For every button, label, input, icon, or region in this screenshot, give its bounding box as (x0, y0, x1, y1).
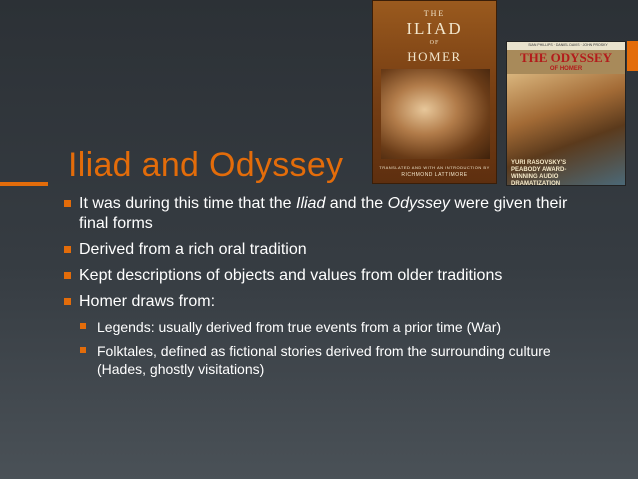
iliad-cover-translator: RICHMOND LATTIMORE (401, 172, 468, 178)
square-bullet-icon (64, 200, 71, 207)
bullet-item (64, 240, 584, 260)
sub-bullet-item (80, 342, 584, 378)
bullet-item (64, 266, 584, 286)
odyssey-cover-subtitle: OF HOMER (549, 66, 583, 72)
bullet-text: Homer draws from: (79, 293, 216, 310)
iliad-book-cover (372, 0, 497, 184)
iliad-cover-homer: HOMER (407, 49, 462, 64)
bullet-text: Derived from a rich oral tradition (79, 241, 307, 258)
square-bullet-icon (64, 246, 71, 253)
iliad-cover-title: ILIAD (406, 19, 463, 38)
sub-bullet-item (80, 318, 584, 336)
bullet-list (64, 194, 584, 384)
bullet-text-italic: Odyssey (387, 195, 450, 212)
sub-bullet-text: Legends: usually derived from true events from a prior time (War) (97, 319, 502, 335)
bullet-item (64, 194, 584, 234)
square-bullet-icon (80, 323, 86, 329)
square-bullet-icon (80, 347, 86, 353)
iliad-cover-artwork (381, 69, 490, 159)
title-accent-bar (0, 182, 48, 186)
odyssey-book-cover (506, 41, 626, 186)
bullet-text: Kept descriptions of objects and values from older traditions (79, 267, 503, 284)
bullet-text-italic: Iliad (296, 195, 326, 212)
bullet-item (64, 292, 584, 312)
sub-bullet-text: Folktales, defined as fictional stories derived from the surrounding culture (Hades, ghostly visitations) (97, 343, 551, 377)
iliad-cover-translator-label: TRANSLATED AND WITH AN INTRODUCTION BY (379, 165, 490, 170)
iliad-cover-the: THE (423, 9, 446, 18)
odyssey-cover-cast: SIAN PHILLIPS · DANIEL DAVIS · JOHN PROSKY (528, 43, 608, 47)
odyssey-cover-credit: YURI RASOVSKY'S PEABODY AWARD-WINNING AUDIO DRAMATIZATION (511, 160, 567, 186)
slide-title: Iliad and Odyssey (68, 146, 344, 184)
iliad-cover-of: OF (429, 40, 440, 46)
square-bullet-icon (64, 298, 71, 305)
bullet-text-part: were given their final forms (79, 195, 568, 232)
odyssey-cover-title: THE ODYSSEY (519, 50, 613, 65)
square-bullet-icon (64, 272, 71, 279)
bullet-text-part: It was during this time that the (79, 195, 296, 212)
corner-accent-tab (627, 41, 638, 71)
bullet-text-part: and the (325, 195, 388, 212)
